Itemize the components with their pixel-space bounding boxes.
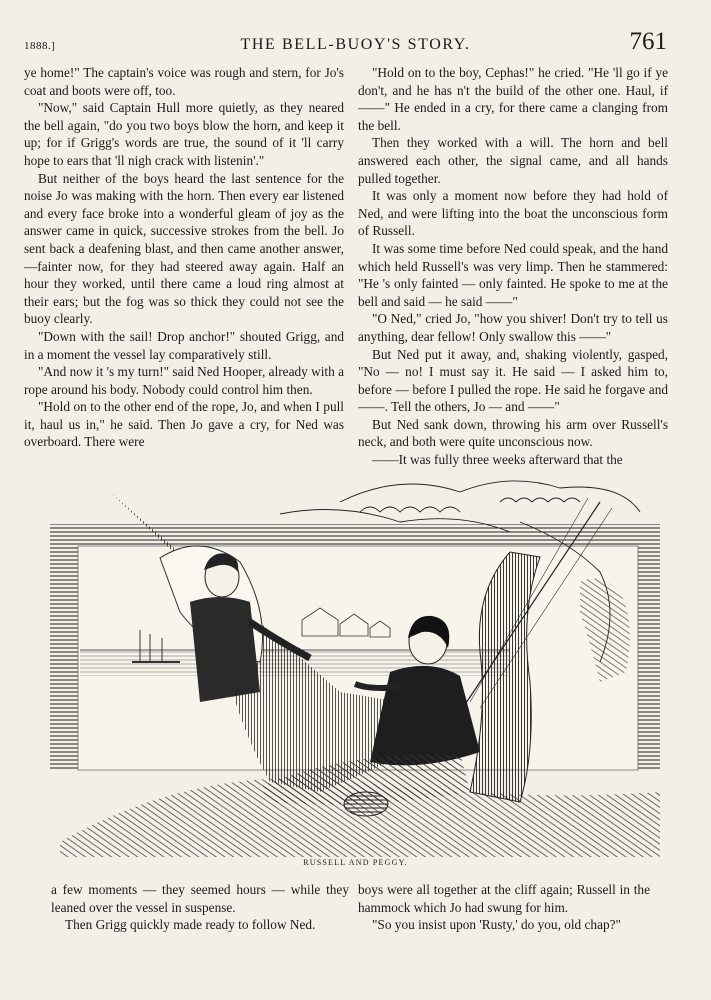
issue-year: 1888.] xyxy=(24,40,56,52)
running-title: THE BELL-BUOY'S STORY. xyxy=(240,36,471,53)
paragraph: But Ned sank down, throwing his arm over Russell's neck, and both were quite unconscious now. xyxy=(358,416,668,450)
paragraph: "So you insist upon 'Rusty,' do you, old chap?" xyxy=(372,917,621,933)
bottom-right-column xyxy=(358,881,650,934)
paragraph: Then they worked with a will. The horn and bell answered each other, the signal came, and all hands pulled together. xyxy=(358,135,668,186)
paragraph: "O Ned," cried Jo, "how you shiver! Don't try to tell us anything, dear fellow! Only swallow this ——" xyxy=(358,311,668,344)
page-number: 761 xyxy=(629,28,667,55)
running-header xyxy=(0,28,711,58)
paragraph: "Hold on to the boy, Cephas!" he cried. "He 'll go if ye don't, and he has n't the build of the other one. Haul, if ——" He ended in a cry, for there came a clanging from the bell. xyxy=(358,65,668,133)
frame-border xyxy=(638,524,660,770)
top-right-column xyxy=(358,64,668,469)
paragraph: But neither of the boys heard the last sentence for the noise Jo was making with the horn. Then every ear listened and every face broke into a wonderful gleam of joy as the answer came in quick, successive strokes from the bell. Jo sent back a deafening blast, and then came another answer,—fainter now, for they had steered away again. Half an hour they worked, until there came a loud ring almost at their ears; but the fog was so thick they could not see the buoy clearly. xyxy=(24,170,344,327)
paragraph: "Hold on to the other end of the rope, Jo, and when I pull it, haul us in," he said. Then Jo gave a cry, for Ned was overboard. There were xyxy=(24,399,344,450)
paragraph: ye home!" The captain's voice was rough and stern, for Jo's coat and boots were off, too. xyxy=(24,65,344,98)
frame-border xyxy=(50,524,78,770)
paragraph: It was only a moment now before they had hold of Ned, and were lifting into the boat the unconscious form of Russell. xyxy=(358,188,668,239)
engraving-illustration xyxy=(40,462,680,857)
paragraph: "Now," said Captain Hull more quietly, as they neared the bell again, "do you two boys blow the horn, and keep it up; for if Grigg's words are true, the sound of it 'll carry hope to ears that 'll nigh crack with listenin'." xyxy=(24,100,344,168)
paragraph: a few moments — they seemed hours — while they leaned over the vessel in suspense. xyxy=(51,882,349,915)
paragraph: boys were all together at the cliff again; Russell in the hammock which Jo had swung for him. xyxy=(358,882,650,915)
paragraph: ——It was fully three weeks afterward that the xyxy=(372,452,623,468)
basket xyxy=(344,792,388,816)
paragraph: It was some time before Ned could speak, and the hand which held Russell's was very limp. Then he stammered: "He 's only fainted — only fainted. He spoke to me at the bell and said — he said ——" xyxy=(358,240,668,309)
paragraph: But Ned put it away, and, shaking violently, gasped, "No — no! I must say it. He said — I asked him to, before — before I pulled the rope. He said he forgave and ——. Tell the others, Jo — and ——" xyxy=(358,346,668,415)
bottom-left-column xyxy=(51,881,349,934)
paragraph: "And now it 's my turn!" said Ned Hooper, already with a rope around his body. Nobody could control him then. xyxy=(24,364,344,397)
paragraph: Then Grigg quickly made ready to follow Ned. xyxy=(65,917,316,933)
paragraph: "Down with the sail! Drop anchor!" shouted Grigg, and in a moment the vessel lay comparatively still. xyxy=(24,328,344,362)
illustration-caption: RUSSELL AND PEGGY. xyxy=(303,858,408,867)
top-left-column xyxy=(24,64,344,451)
